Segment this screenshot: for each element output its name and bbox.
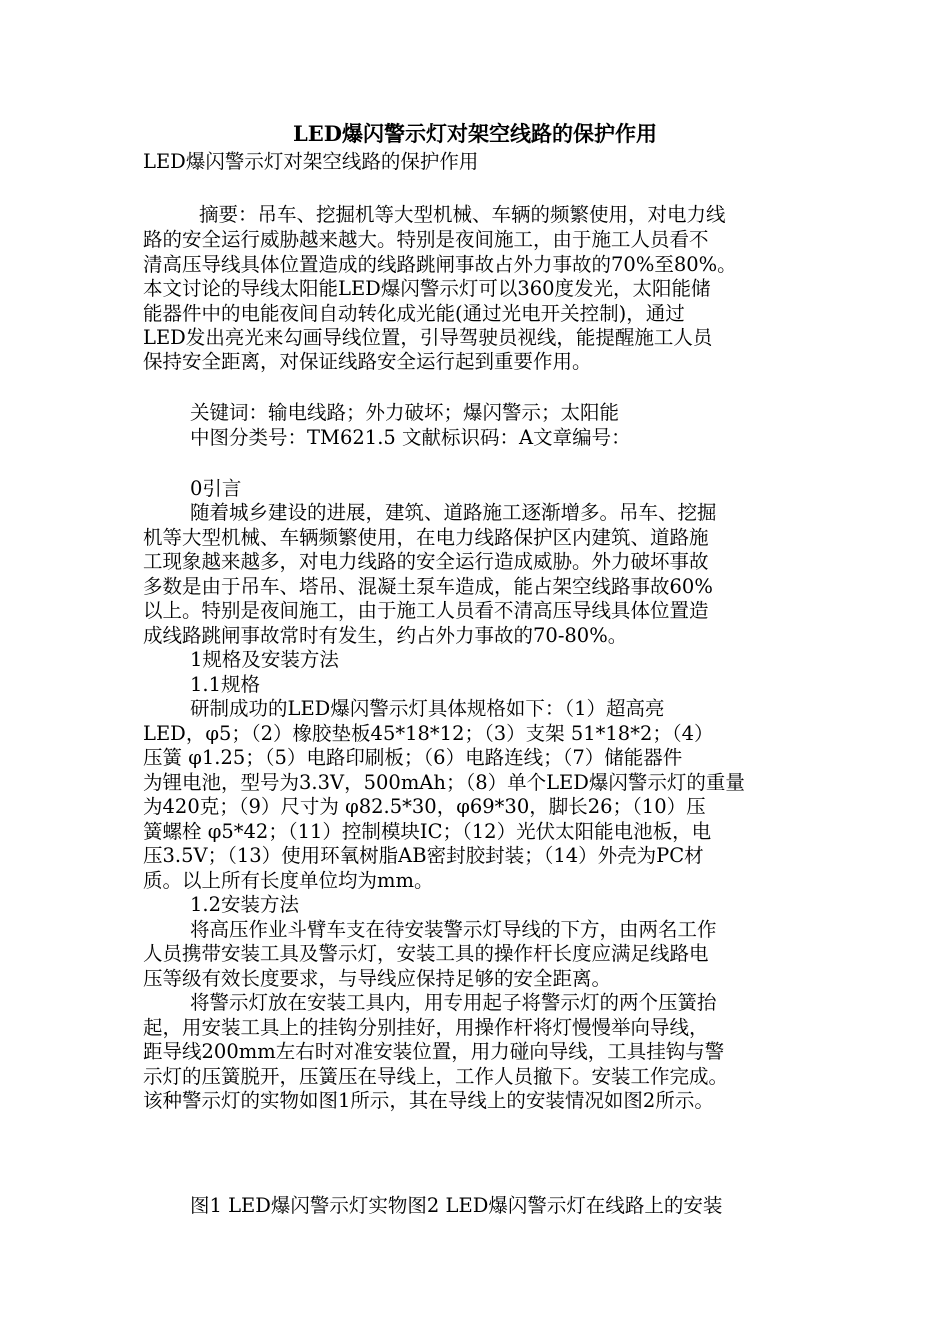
- section12-heading: 1.2安装方法: [190, 893, 300, 916]
- intro-line: 以上。特别是夜间施工，由于施工人员看不清高压导线具体位置造: [143, 599, 709, 622]
- abstract-line: 摘要：吊车、挖掘机等大型机械、车辆的频繁使用，对电力线: [199, 203, 726, 226]
- spec-line: 质。以上所有长度单位均为mm。: [143, 869, 434, 892]
- intro-line: 工现象越来越多，对电力线路的安全运行造成威胁。外力破坏事故: [143, 550, 709, 573]
- abstract-line: 本文讨论的导线太阳能LED爆闪警示灯可以360度发光，太阳能储: [143, 277, 711, 300]
- intro-line: 多数是由于吊车、塔吊、混凝土泵车造成，能占架空线路事故60%: [143, 575, 713, 598]
- abstract-line: 清高压导线具体位置造成的线路跳闸事故占外力事故的70%至80%。: [143, 253, 737, 276]
- spec-line: 为420克；（9）尺寸为 φ82.5*30，φ69*30，脚长26；（10）压: [143, 795, 706, 818]
- install-line: 人员携带安装工具及警示灯，安装工具的操作杆长度应满足线路电: [143, 942, 709, 965]
- install-line: 将警示灯放在安装工具内，用专用起子将警示灯的两个压簧抬: [190, 991, 717, 1014]
- spec-line: 为锂电池，型号为3.3V，500mAh；（8）单个LED爆闪警示灯的重量: [143, 771, 745, 794]
- intro-heading: 0引言: [190, 477, 242, 500]
- intro-line: 成线路跳闸事故常时有发生，约占外力事故的70-80%。: [143, 624, 628, 647]
- install-line: 将高压作业斗臂车支在待安装警示灯导线的下方，由两名工作: [190, 918, 717, 941]
- install-line: 该种警示灯的实物如图1所示，其在导线上的安装情况如图2所示。: [143, 1089, 714, 1112]
- abstract-line: 保持安全距离，对保证线路安全运行起到重要作用。: [143, 350, 592, 373]
- abstract-line: 能器件中的电能夜间自动转化成光能(通过光电开关控制)，通过: [143, 302, 685, 325]
- section1-heading: 1规格及安装方法: [190, 648, 339, 671]
- install-line: 压等级有效长度要求，与导线应保持足够的安全距离。: [143, 967, 612, 990]
- spec-line: 簧螺栓 φ5*42；（11）控制模块IC；（12）光伏太阳能电池板，电: [143, 820, 712, 843]
- spec-line: 压3.5V；（13）使用环氧树脂AB密封胶封装；（14）外壳为PC材: [143, 844, 704, 867]
- install-line: 距导线200mm左右时对准安装位置，用力碰向导线，工具挂钩与警: [143, 1040, 725, 1063]
- intro-line: 机等大型机械、车辆频繁使用，在电力线路保护区内建筑、道路施: [143, 526, 709, 549]
- spec-line: LED，φ5；（2）橡胶垫板45*18*12；（3）支架 51*18*2；（4）: [143, 722, 714, 745]
- document-title: LED爆闪警示灯对架空线路的保护作用: [293, 121, 657, 146]
- install-line: 起，用安装工具上的挂钩分别挂好，用操作杆将灯慢慢举向导线，: [143, 1016, 709, 1039]
- abstract-line: 路的安全运行威胁越来越大。特别是夜间施工，由于施工人员看不: [143, 228, 709, 251]
- figure-caption: 图1 LED爆闪警示灯实物图2 LED爆闪警示灯在线路上的安装: [190, 1194, 723, 1217]
- section11-heading: 1.1规格: [190, 673, 261, 696]
- intro-line: 随着城乡建设的进展，建筑、道路施工逐渐增多。吊车、挖掘: [190, 501, 717, 524]
- keywords: 关键词：输电线路；外力破坏；爆闪警示；太阳能: [190, 401, 620, 424]
- install-line: 示灯的压簧脱开，压簧压在导线上，工作人员撤下。安装工作完成。: [143, 1065, 729, 1088]
- spec-line: 研制成功的LED爆闪警示灯具体规格如下：（1）超高亮: [190, 697, 665, 720]
- document-subtitle: LED爆闪警示灯对架空线路的保护作用: [143, 150, 479, 173]
- classification: 中图分类号：TM621.5 文献标识码：A文章编号：: [190, 426, 631, 449]
- abstract-line: LED发出亮光来勾画导线位置，引导驾驶员视线，能提醒施工人员: [143, 326, 713, 349]
- spec-line: 压簧 φ1.25；（5）电路印刷板；（6）电路连线；（7）储能器件: [143, 746, 683, 769]
